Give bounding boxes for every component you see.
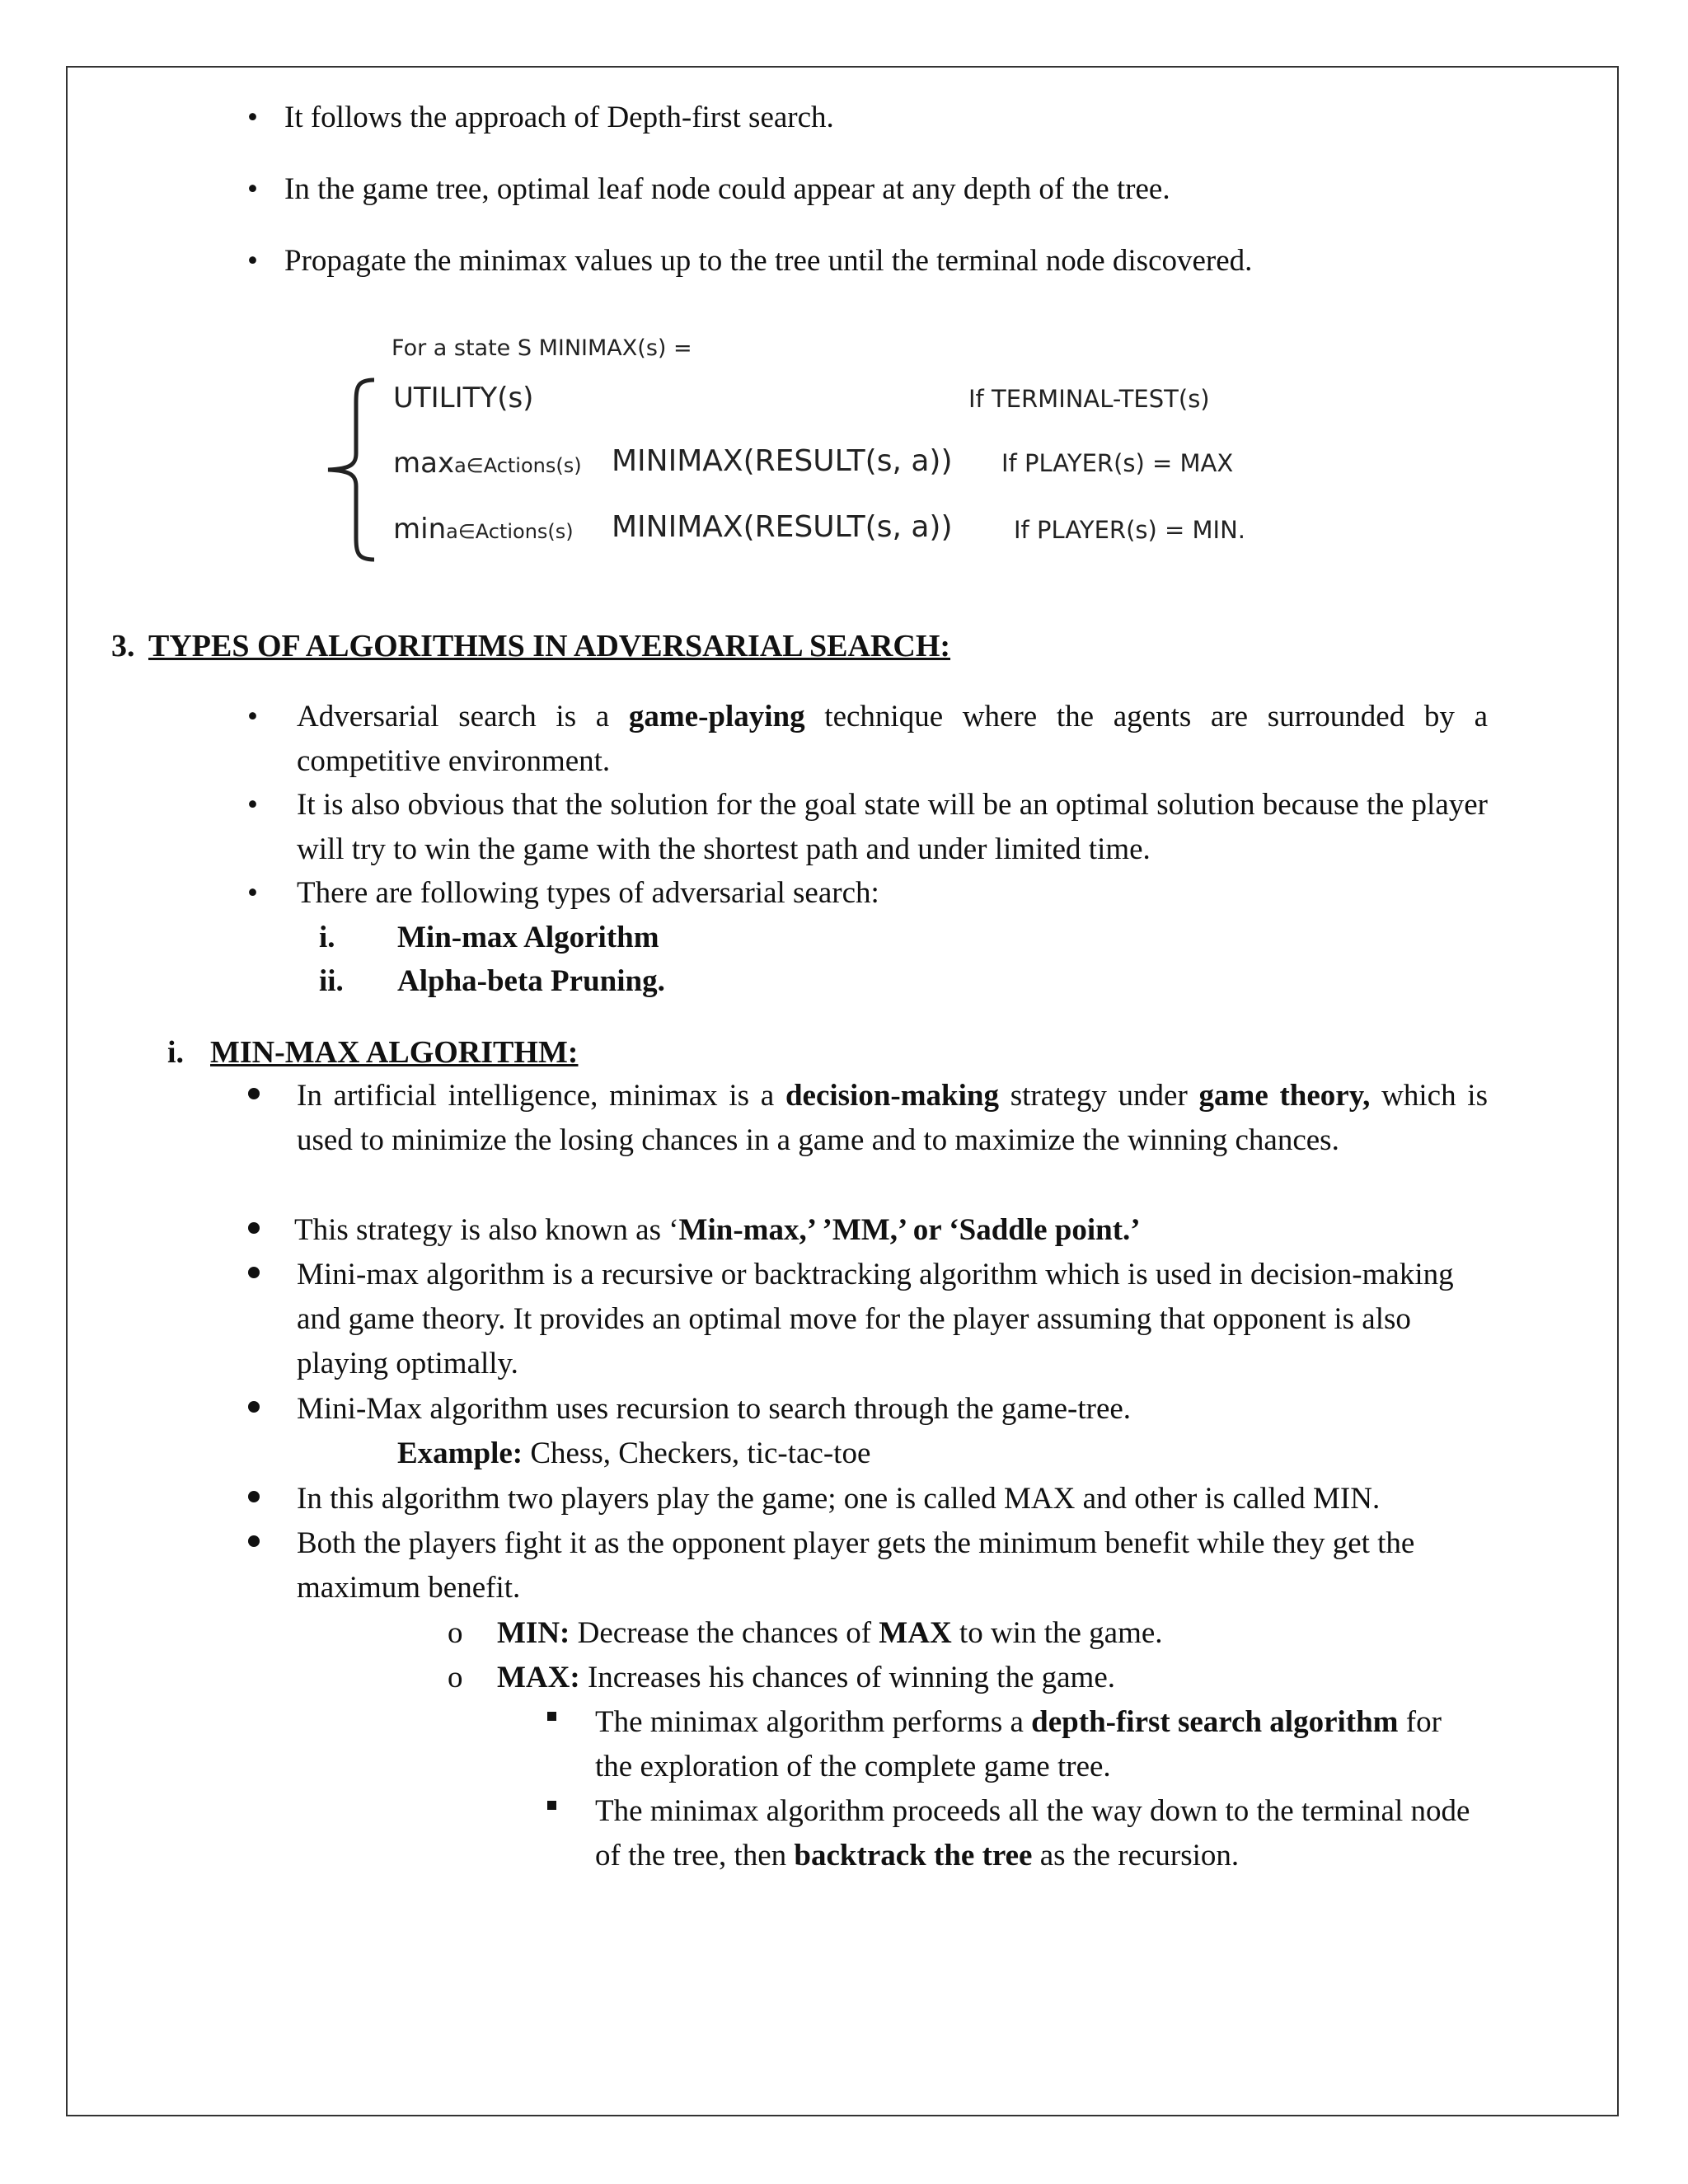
minmax-bullet-2: This strategy is also known as ‘Min-max,’ ’MM,’ or ‘Saddle point.’ (294, 1213, 1141, 1247)
example-line: Example: Chess, Checkers, tic-tac-toe (397, 1436, 871, 1470)
bullet-dot (248, 1401, 260, 1413)
sub-bullet-marker: o (448, 1661, 463, 1694)
bullet-marker: • (247, 244, 258, 278)
list-item-minmax: Min-max Algorithm (397, 921, 659, 954)
minmax-bullet-3: Mini-max algorithm is a recursive or backtracking algorithm which is used in decision-making and game theory. It provides an optimal move for the player assuming that opponent is also playing optimally. (297, 1258, 1454, 1380)
list-num: i. (319, 921, 335, 954)
formula-terminal-cond: If TERMINAL-TEST(s) (968, 385, 1210, 413)
bullet-marker: • (247, 101, 258, 134)
minimax-formula (313, 326, 1286, 589)
list-num: ii. (319, 964, 344, 998)
top-bullet-1: It follows the approach of Depth-first search. (284, 101, 834, 134)
square-bullet (547, 1712, 556, 1721)
adversarial-bullet-2: It is also obvious that the solution for the goal state will be an optimal solution because the player will try to win the game with the shortest path and under limited time. (297, 788, 1488, 866)
minmax-backtrack-note: The minimax algorithm proceeds all the way down to the terminal node of the tree, then backtrack the tree as the recursion. (595, 1794, 1470, 1872)
section-number: 3. (111, 629, 135, 663)
minmax-dfs-note: The minimax algorithm performs a depth-first search algorithm for the exploration of the complete game tree. (595, 1705, 1442, 1783)
curly-brace-icon (323, 375, 381, 565)
minmax-bullet-1: In artificial intelligence, minimax is a decision-making strategy under game theory, which is used to minimize the losing chances in a game and to maximize the winning chances. (297, 1079, 1488, 1157)
max-definition: MAX: Increases his chances of winning the game. (497, 1661, 1116, 1694)
bullet-dot (248, 1088, 260, 1099)
bullet-dot (248, 1267, 260, 1278)
formula-max-row (393, 447, 582, 480)
adversarial-bullet-3: There are following types of adversarial search: (297, 876, 879, 910)
minmax-bullet-4: Mini-Max algorithm uses recursion to search through the game-tree. (297, 1392, 1132, 1426)
formula-max-cond: If PLAYER(s) = MAX (1001, 449, 1234, 477)
formula-min-cond: If PLAYER(s) = MIN. (1014, 516, 1246, 544)
top-bullet-2: In the game tree, optimal leaf node could appear at any depth of the tree. (284, 172, 1170, 206)
formula-min-expr: MINIMAX(RESULT(s, a)) (612, 510, 953, 544)
subsection-title: MIN-MAX ALGORITHM: (210, 1035, 579, 1070)
bullet-dot (248, 1222, 260, 1234)
formula-min-op: min (393, 513, 447, 546)
minmax-bullet-5: In this algorithm two players play the game; one is called MAX and other is called MIN. (297, 1482, 1381, 1516)
bullet-marker: • (247, 788, 258, 822)
adversarial-bullet-1: Adversarial search is a game-playing technique where the agents are surrounded by a competitive environment. (297, 700, 1488, 778)
formula-min-row (393, 513, 574, 546)
formula-caption: For a state S MINIMAX(s) = (392, 335, 692, 361)
subsection-number: i. (167, 1035, 185, 1070)
bullet-marker: • (247, 700, 258, 733)
bullet-marker: • (247, 876, 258, 910)
formula-max-sub: a∈Actions(s) (454, 454, 582, 477)
list-item-alphabeta: Alpha-beta Pruning. (397, 964, 665, 998)
formula-utility: UTILITY(s) (393, 382, 534, 415)
bullet-dot (248, 1491, 260, 1502)
bullet-marker: • (247, 172, 258, 206)
formula-max-op: max (393, 447, 455, 480)
formula-min-sub: a∈Actions(s) (446, 520, 574, 543)
bullet-dot (248, 1535, 260, 1547)
section-title: TYPES OF ALGORITHMS IN ADVERSARIAL SEARCH: (148, 629, 951, 663)
top-bullet-3: Propagate the minimax values up to the tree until the terminal node discovered. (284, 244, 1253, 278)
min-definition: MIN: Decrease the chances of MAX to win the game. (497, 1616, 1163, 1650)
formula-max-expr: MINIMAX(RESULT(s, a)) (612, 444, 953, 478)
minmax-bullet-6: Both the players fight it as the opponent player gets the minimum benefit while they get the maximum benefit. (297, 1526, 1415, 1605)
square-bullet (547, 1801, 556, 1810)
sub-bullet-marker: o (448, 1616, 463, 1650)
